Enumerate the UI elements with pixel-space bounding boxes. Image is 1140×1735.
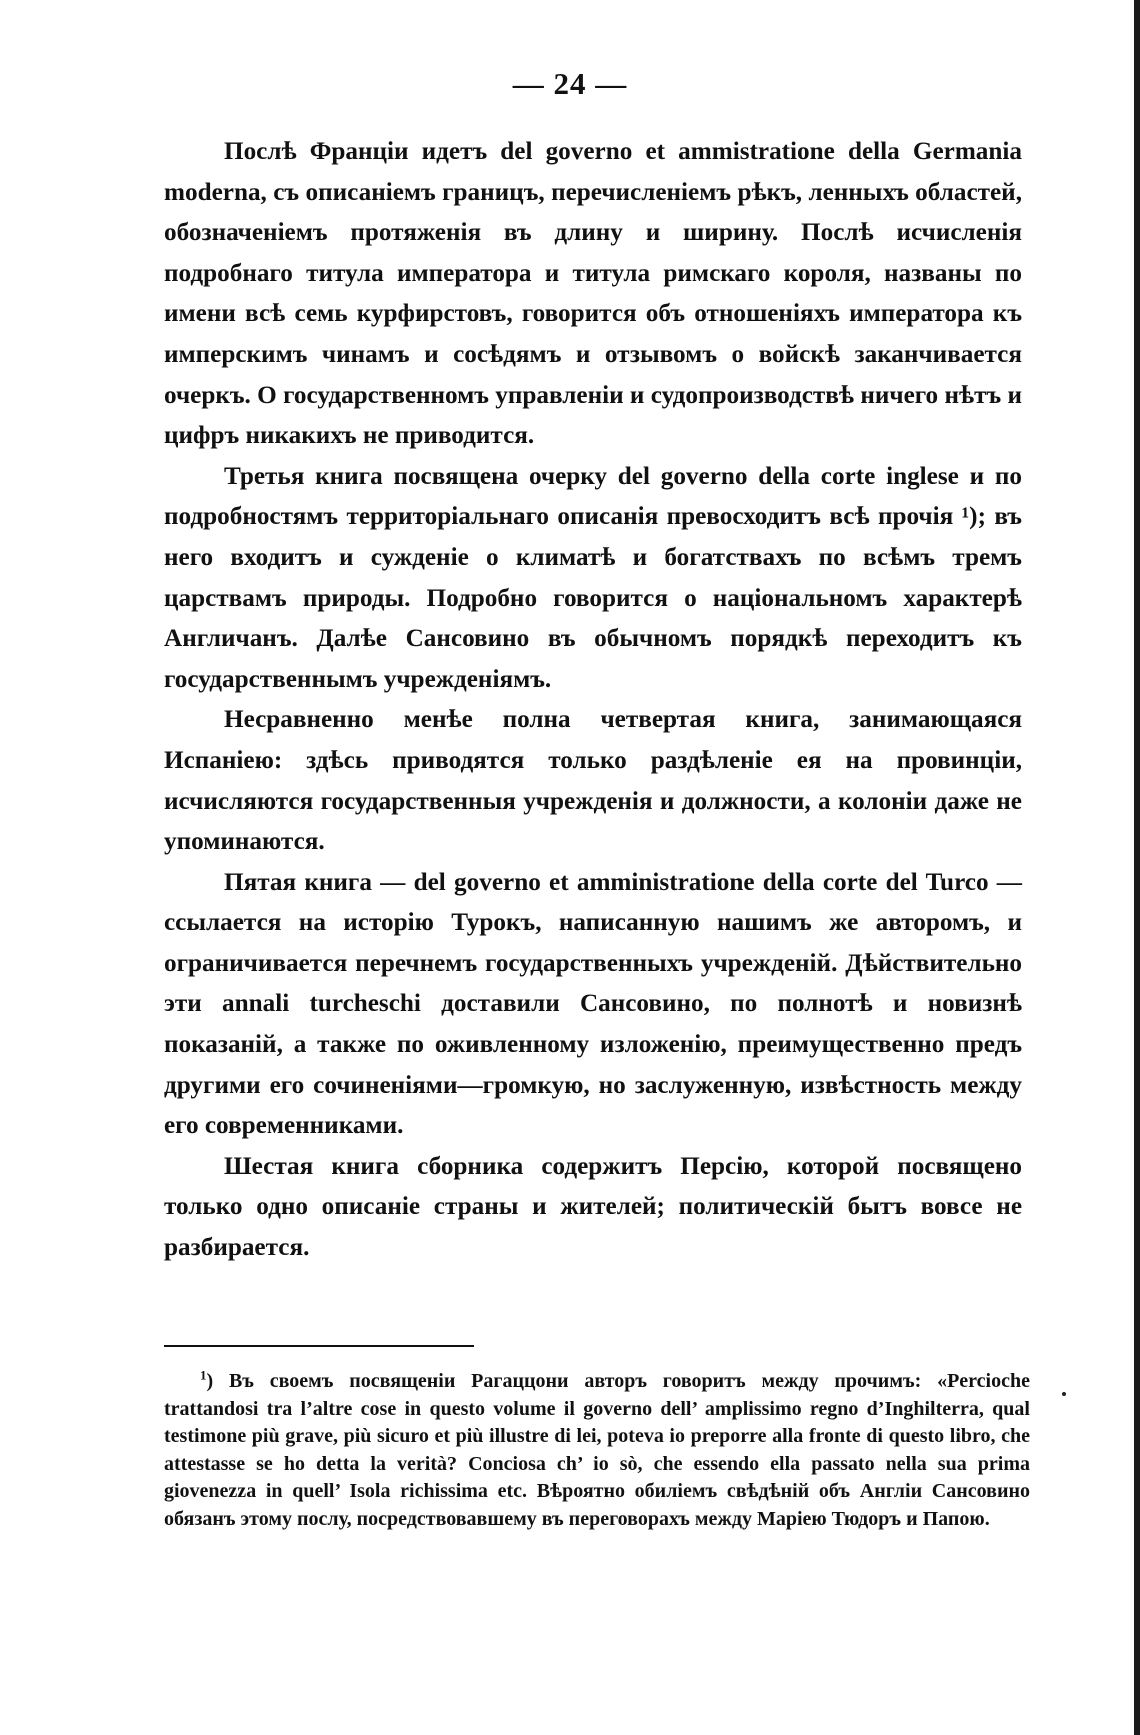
footnote-text: ) Въ своемъ посвященіи Рагаццони авторъ говоритъ между прочимъ: «Percioche trattandosi tra l’altre cose in questo volume il governo dell’ amplissimo regno d’Inghilterra, qual testimone più grave, più sicuro et più illustre di lei, poteva io preporre alla fronte di questo libro, che attestasse se ho detta la verità? Conciosa ch’ io sò, che essendo ella passato nella sua prima giovenezza in quell’ Isola richissima etc. Вѣроятно обиліемъ свѣдѣній объ Англіи Сансовино обязанъ этому послу, посредствовавшему въ переговорахъ между Маріею Тюдоръ и Папою. (164, 1370, 1030, 1530)
footnote (164, 1368, 1030, 1533)
main-text (164, 132, 1022, 1269)
paragraph-england: Третья книга посвящена очерку del governo della corte inglese и по подробностямъ территоріальнаго описанія превосходитъ всѣ прочія ¹); въ него входитъ и сужденіе о климатѣ и богатствахъ по всѣмъ тремъ царствамъ природы. Подробно говорится о національномъ характерѣ Англичанъ. Далѣе Сансовино въ обычномъ порядкѣ переходитъ къ государственнымъ учрежденіямъ. (164, 462, 1022, 693)
paragraph-turkey: Пятая книга — del governo et amministratione della corte del Turco — ссылается на исторію Турокъ, написанную нашимъ же авторомъ, и ограничивается перечнемъ государственныхъ учрежденій. Дѣйствительно эти annali turcheschi доставили Сансовино, по полнотѣ и новизнѣ показаній, а также по оживленному изложенію, преимущественно предъ другими его сочиненіями—громкую, но заслуженную, извѣстность между его современниками. (164, 868, 1022, 1140)
paragraph-germany: Послѣ Франціи идетъ del governo et ammistratione della Germania moderna, съ описаніемъ границъ, перечисленіемъ рѣкъ, ленныхъ областей, обозначеніемъ протяженія въ длину и ширину. Послѣ исчисленія подробнаго титула императора и титула римскаго короля, названы по имени всѣ семь курфирстовъ, говорится объ отношеніяхъ императора къ имперскимъ чинамъ и сосѣдямъ и отзывомъ о войскѣ заканчивается очеркъ. О государственномъ управленіи и судопроизводствѣ ничего нѣтъ и цифръ никакихъ не приводится. (164, 138, 1022, 450)
page-number: — 24 — (512, 66, 628, 101)
footnote-marker: 1 (200, 1367, 207, 1383)
page-edge-shadow (1134, 0, 1140, 1735)
margin-speck (1062, 1392, 1066, 1396)
paragraph-spain: Несравненно менѣе полна четвертая книга, занимающаяся Испаніею: здѣсь приводятся только раздѣленіе ея на провинціи, исчисляются государственныя учрежденія и должности, а колоніи даже не упоминаются. (164, 706, 1022, 856)
footnote-separator (164, 1345, 474, 1347)
paragraph-persia: Шестая книга сборника содержитъ Персію, которой посвящено только одно описаніе страны и жителей; политическій бытъ вовсе не разбирается. (164, 1152, 1022, 1262)
